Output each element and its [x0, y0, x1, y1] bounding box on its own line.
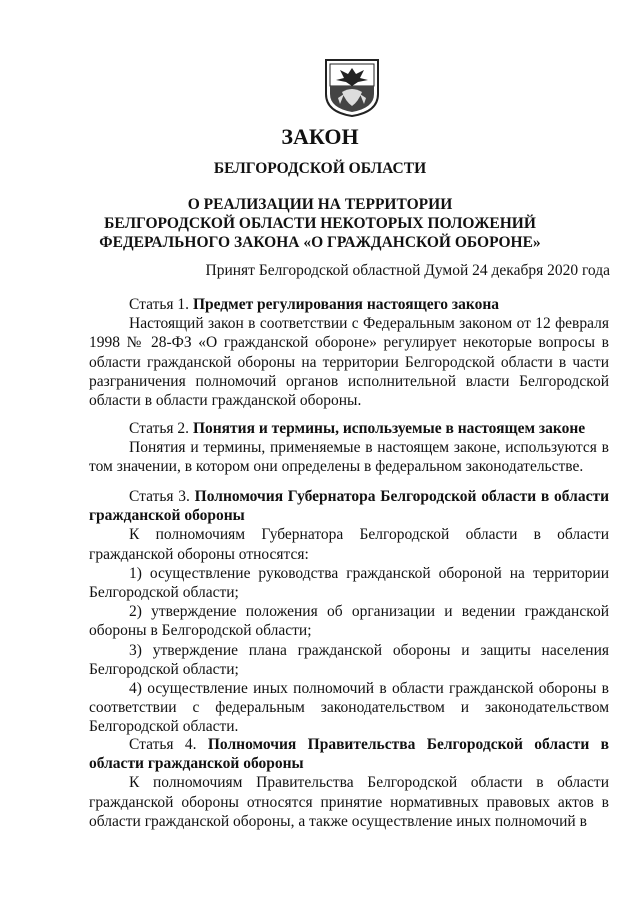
article-paragraph: 1) осуществление руководства гражданской обороной на территории Белгородской области;: [89, 564, 609, 602]
article-1: [89, 295, 609, 410]
article-paragraph: 4) осуществление иных полномочий в области гражданской обороны в соответствии с федеральным законодательством и законодательством Белгородской области.: [89, 680, 609, 736]
document-region: БЕЛГОРОДСКОЙ ОБЛАСТИ: [213, 160, 427, 177]
subtitle-line: ФЕДЕРАЛЬНОГО ЗАКОНА «О ГРАЖДАНСКОЙ ОБОРОНЕ»: [99, 234, 541, 251]
article-title: Предмет регулирования настоящего закона: [192, 296, 500, 313]
article-heading: [89, 735, 609, 773]
article-paragraph: К полномочиям Губернатора Белгородской области в области гражданской обороны относятся:: [89, 526, 609, 563]
article-label: Статья 2.: [129, 420, 190, 437]
coat-of-arms-emblem: [322, 56, 382, 118]
article-paragraph: К полномочиям Правительства Белгородской области в области гражданской обороны относятся принятие нормативных правовых актов в области гражданской обороны, а также осуществление иных полномочий в: [89, 774, 609, 830]
article-heading: [89, 295, 609, 314]
article-title: Понятия и термины, используемые в настоящем законе: [192, 420, 586, 437]
article-heading: [89, 419, 609, 438]
article-paragraph: Настоящий закон в соответствии с Федеральным законом от 12 февраля 1998 № 28-ФЗ «О гражданской обороне» регулирует некоторые вопросы в области гражданской обороны на территории Белгородской области в части разграничения полномочий органов исполнительной власти Белгородской области в области гражданской обороны.: [89, 315, 609, 410]
article-paragraph: 3) утверждение плана гражданской обороны и защиты населения Белгородской области;: [89, 641, 609, 678]
article-paragraph: Понятия и термины, применяемые в настоящем законе, используются в том значении, в котором они определены в федеральном законодательстве.: [89, 439, 609, 476]
article-2: [89, 419, 609, 477]
article-heading: [89, 487, 609, 525]
subtitle-line: О РЕАЛИЗАЦИИ НА ТЕРРИТОРИИ: [187, 196, 453, 213]
article-3: [89, 487, 609, 737]
document-subtitle: [0, 195, 640, 252]
article-paragraph: 2) утверждение положения об организации и ведении гражданской обороны в Белгородской области;: [89, 603, 609, 640]
article-label: Статья 4.: [129, 736, 197, 753]
article-label: Статья 1.: [129, 296, 190, 313]
adoption-note: Принят Белгородской областной Думой 24 декабря 2020 года: [205, 262, 610, 279]
article-4: [89, 735, 609, 831]
article-title: Полномочия Губернатора Белгородской области в области гражданской обороны: [89, 488, 609, 525]
subtitle-line: БЕЛГОРОДСКОЙ ОБЛАСТИ НЕКОТОРЫХ ПОЛОЖЕНИЙ: [104, 215, 536, 232]
article-label: Статья 3.: [129, 488, 190, 505]
article-title: Полномочия Правительства Белгородской области в области гражданской обороны: [89, 736, 609, 773]
document-title: ЗАКОН: [281, 124, 359, 149]
